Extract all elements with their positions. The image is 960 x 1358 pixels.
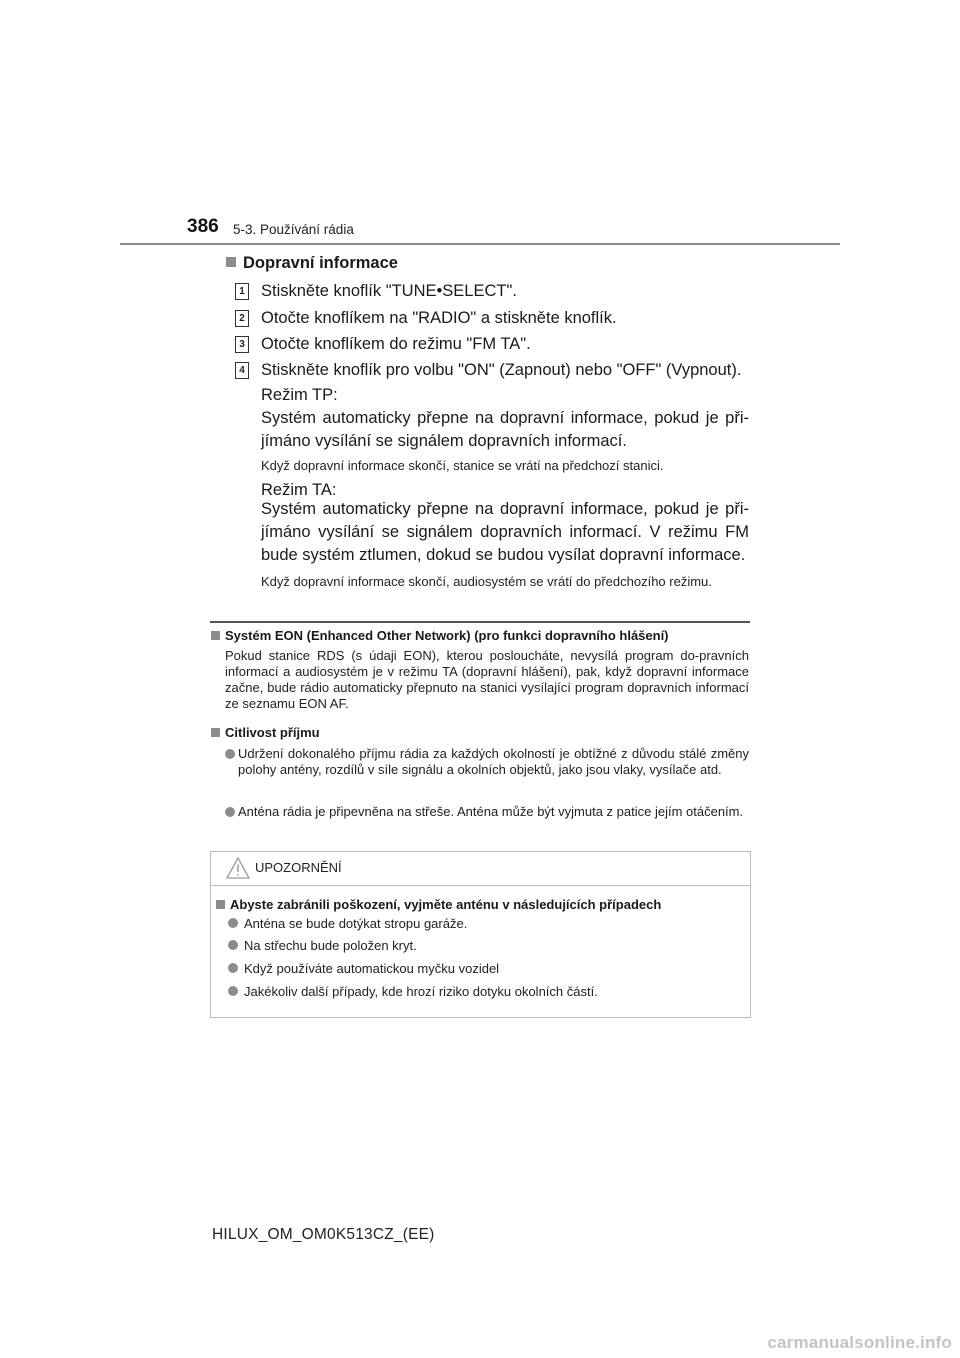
ta-label: Režim TA:: [261, 481, 337, 499]
reception-heading-text: Citlivost příjmu: [225, 725, 320, 740]
warning-item: [216, 916, 467, 931]
section-divider: [210, 621, 750, 623]
circle-bullet-icon: [228, 918, 238, 928]
step-number-icon: 2: [235, 310, 249, 327]
step-number-icon: 1: [235, 283, 249, 300]
warning-heading-text: Abyste zabránili poškození, vyjměte anténu v následujících případech: [230, 897, 662, 912]
reception-heading: [211, 725, 320, 740]
warning-box: [210, 851, 751, 1018]
traffic-heading: [226, 254, 398, 273]
warning-item-text: Na střechu bude položen kryt.: [244, 938, 417, 953]
circle-bullet-icon: [228, 940, 238, 950]
step-text: Stiskněte knoflík pro volbu "ON" (Zapnout) nebo "OFF" (Vypnout).: [261, 361, 742, 379]
warning-item: [216, 938, 417, 953]
warning-item-text: Jakékoliv další případy, kde hrozí riziko dotyku okolních částí.: [244, 984, 598, 999]
ta-note: Když dopravní informace skončí, audiosystém se vrátí do předchozího režimu.: [261, 574, 712, 589]
step-number-icon: 4: [235, 362, 249, 379]
square-bullet-icon: [211, 631, 220, 640]
circle-bullet-icon: [225, 749, 235, 759]
square-bullet-icon: [211, 728, 220, 737]
circle-bullet-icon: [228, 986, 238, 996]
warning-title: UPOZORNĚNÍ: [255, 860, 342, 875]
step-text: Otočte knoflíkem na "RADIO" a stiskněte knoflík.: [261, 309, 617, 327]
square-bullet-icon: [216, 900, 225, 909]
section-title: 5-3. Používání rádia: [233, 222, 354, 237]
eon-text: Pokud stanice RDS (s údaji EON), kterou posloucháte, nevysílá program do-pravních informací a audiosystém je v režimu TA (dopravní hlášení), pak, když dopravní informace začne, bude rádio automaticky přepnuto na stanici vysílající program dopravních informací ze seznamu EON AF.: [225, 648, 749, 711]
header-divider: [120, 243, 840, 245]
circle-bullet-icon: [225, 807, 235, 817]
step-text: Otočte knoflíkem do režimu "FM TA".: [261, 335, 531, 353]
warning-item: [216, 984, 598, 999]
warning-item-text: Když používáte automatickou myčku vozidel: [244, 961, 500, 976]
warning-header-divider: [211, 885, 750, 886]
warning-triangle-icon: [226, 857, 250, 879]
watermark: carmanualsonline.info: [767, 1333, 952, 1352]
tp-note: Když dopravní informace skončí, stanice se vrátí na předchozí stanici.: [261, 458, 664, 473]
warning-item: [216, 961, 499, 976]
step-text: Stiskněte knoflík "TUNE•SELECT".: [261, 282, 517, 300]
bullet-text: Udržení dokonalého příjmu rádia za každých okolností je obtížné z důvodu stálé změny polohy antény, rozdílů v síle signálu a okolních objektů, jako jsou vlaky, vysílače atd.: [238, 746, 749, 777]
square-bullet-icon: [226, 257, 236, 267]
page-number: 386: [187, 216, 219, 237]
traffic-heading-text: Dopravní informace: [243, 254, 398, 272]
tp-label: Režim TP:: [261, 386, 338, 404]
ta-text: Systém automaticky přepne na dopravní informace, pokud je při-jímáno vysílání se signálem dopravních informací. V režimu FM bude systém ztlumen, dokud se budou vysílat dopravní informace.: [261, 500, 749, 564]
eon-heading-text: Systém EON (Enhanced Other Network) (pro funkci dopravního hlášení): [225, 628, 669, 643]
warning-item-text: Anténa se bude dotýkat stropu garáže.: [244, 916, 468, 931]
bullet-text: Anténa rádia je připevněna na střeše. Anténa může být vyjmuta z patice jejím otáčením.: [238, 804, 744, 819]
document-code: HILUX_OM_OM0K513CZ_(EE): [212, 1226, 435, 1243]
step-number-icon: 3: [235, 336, 249, 353]
circle-bullet-icon: [228, 963, 238, 973]
tp-text: Systém automaticky přepne na dopravní informace, pokud je při-jímáno vysílání se signálem dopravních informací.: [261, 409, 749, 450]
eon-heading: [211, 628, 669, 643]
warning-heading: [216, 897, 661, 912]
